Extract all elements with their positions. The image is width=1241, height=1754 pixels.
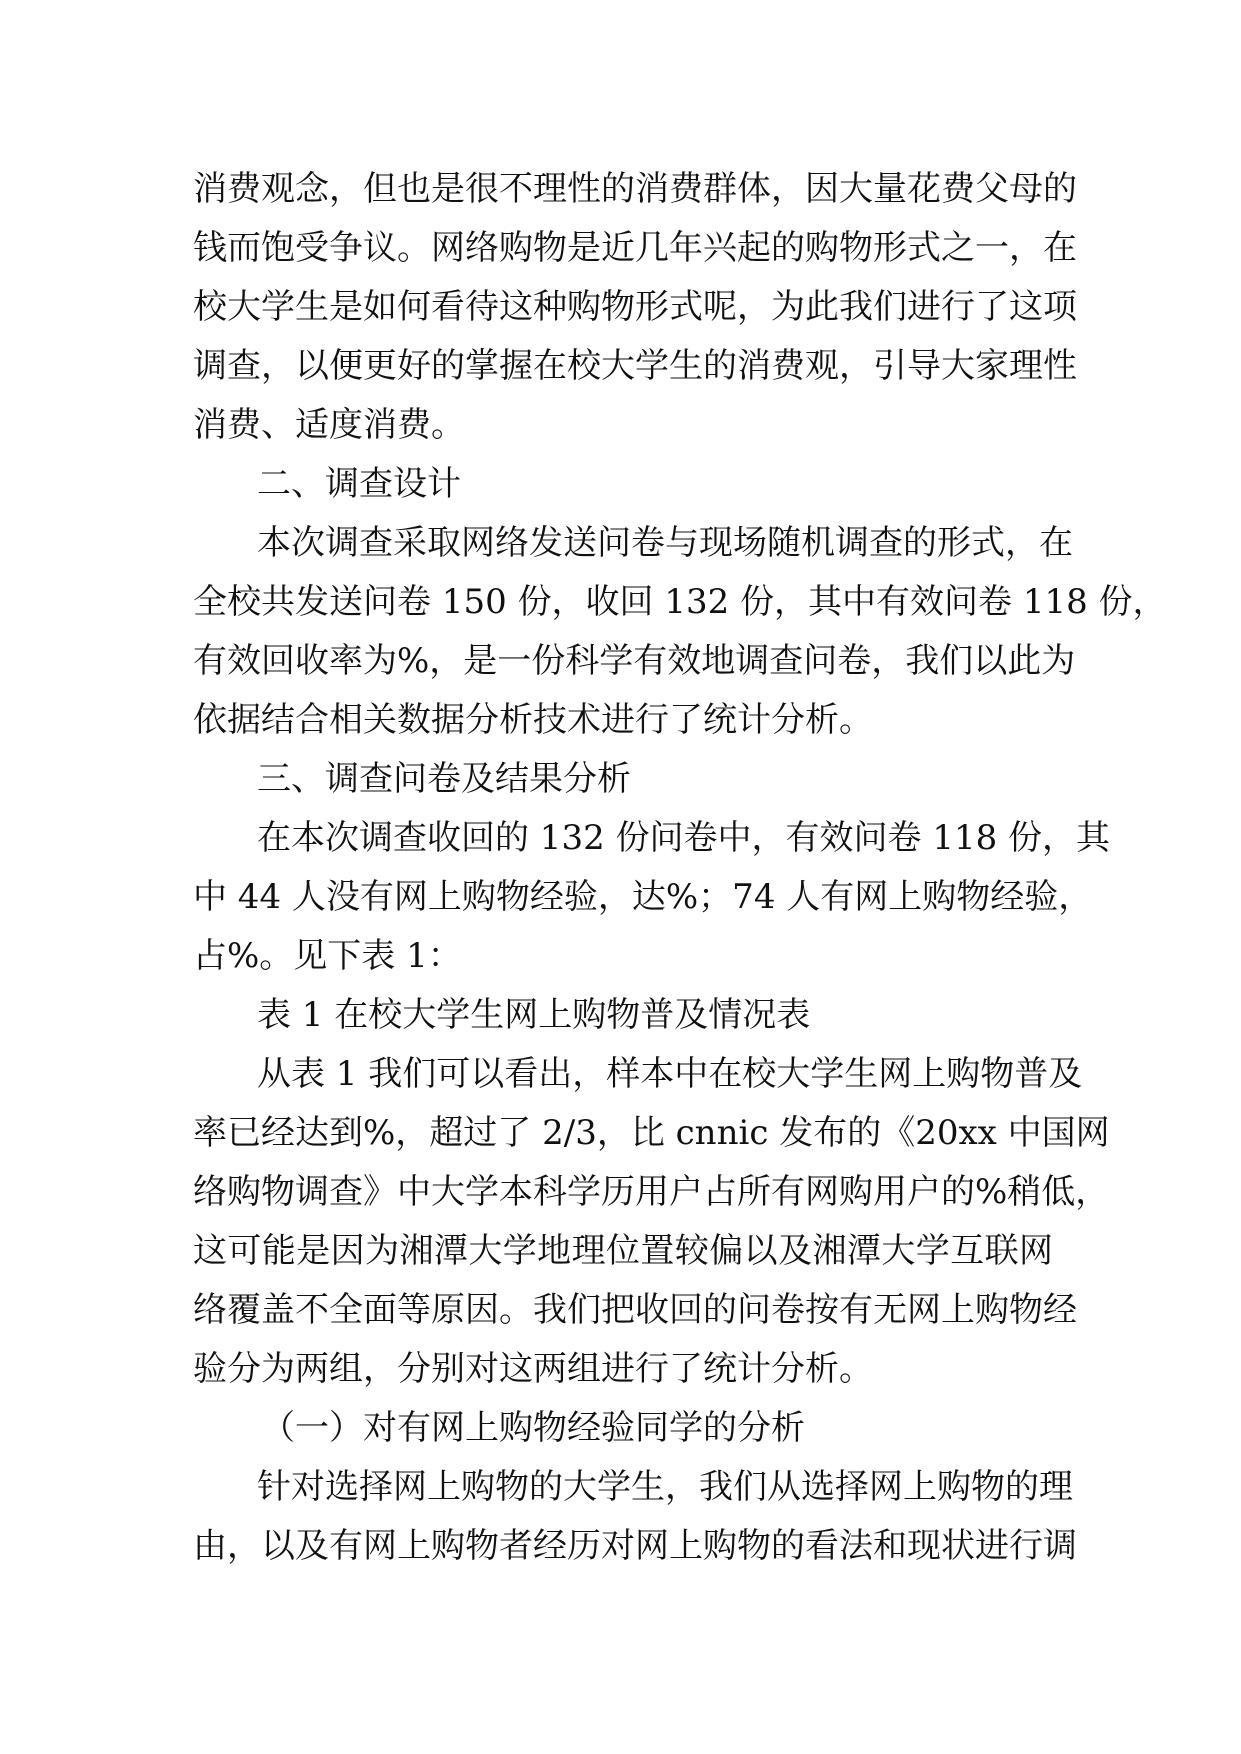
paragraph-line: 本次调查采取网络发送问卷与现场随机调查的形式，在 xyxy=(257,523,1073,563)
paragraph-line: 在本次调查收回的 132 份问卷中，有效问卷 118 份，其 xyxy=(257,818,1111,858)
paragraph-line: 中 44 人没有网上购物经验，达%；74 人有网上购物经验， xyxy=(193,877,1093,917)
body-text xyxy=(193,160,1167,1576)
paragraph-line: 钱而饱受争议。网络购物是近几年兴起的购物形式之一，在 xyxy=(193,228,1077,268)
paragraph-line: 这可能是因为湘潭大学地理位置较偏以及湘潭大学互联网 xyxy=(193,1231,1053,1271)
paragraph-line: 占%。见下表 1： xyxy=(193,936,462,976)
paragraph-line: 络覆盖不全面等原因。我们把收回的问卷按有无网上购物经 xyxy=(193,1290,1077,1330)
paragraph-line: 全校共发送问卷 150 份，收回 132 份，其中有效问卷 118 份， xyxy=(193,582,1167,622)
paragraph-line: 针对选择网上购物的大学生，我们从选择网上购物的理 xyxy=(257,1467,1073,1507)
paragraph-line: 依据结合相关数据分析技术进行了统计分析。 xyxy=(193,700,873,740)
paragraph-line: 校大学生是如何看待这种购物形式呢，为此我们进行了这项 xyxy=(193,287,1077,327)
paragraph-line: 率已经达到%，超过了 2/3，比 cnnic 发布的《20xx 中国网 xyxy=(193,1113,1110,1153)
section-heading: 二、调查设计 xyxy=(257,464,461,504)
table-caption: 表 1 在校大学生网上购物普及情况表 xyxy=(257,995,811,1035)
subsection-heading: （一）对有网上购物经验同学的分析 xyxy=(261,1408,805,1448)
paragraph-line: 消费、适度消费。 xyxy=(193,405,465,445)
paragraph-line: 络购物调查》中大学本科学历用户占所有网购用户的%稍低， xyxy=(193,1172,1110,1212)
paragraph-line: 调查，以便更好的掌握在校大学生的消费观，引导大家理性 xyxy=(193,346,1077,386)
paragraph-line: 由，以及有网上购物者经历对网上购物的看法和现状进行调 xyxy=(193,1526,1077,1566)
paragraph-line: 消费观念，但也是很不理性的消费群体，因大量花费父母的 xyxy=(193,169,1077,209)
paragraph-line: 有效回收率为%，是一份科学有效地调查问卷，我们以此为 xyxy=(193,641,1076,681)
paragraph-line: 从表 1 我们可以看出，样本中在校大学生网上购物普及 xyxy=(257,1054,1083,1094)
paragraph-line: 验分为两组，分别对这两组进行了统计分析。 xyxy=(193,1349,873,1389)
section-heading: 三、调查问卷及结果分析 xyxy=(257,759,631,799)
